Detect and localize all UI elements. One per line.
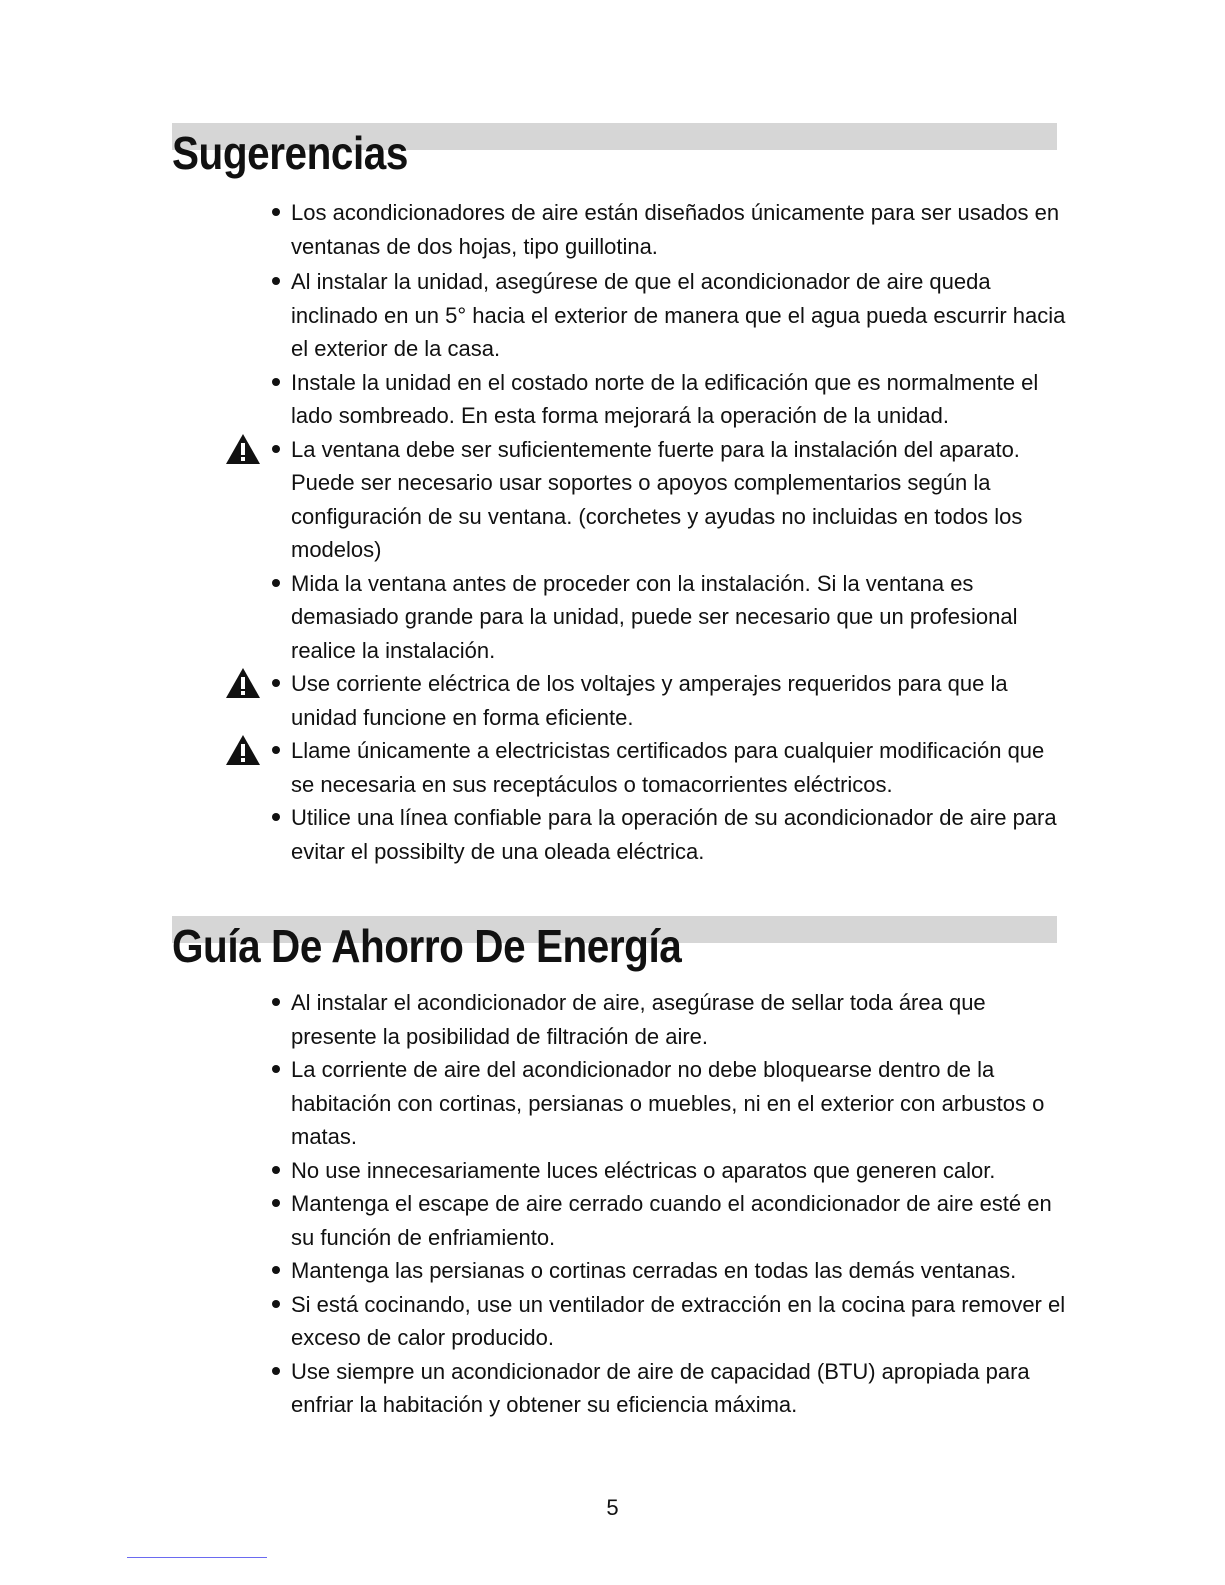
- list-item-text: Al instalar la unidad, asegúrese de que el acondicionador de aire queda inclinado en un 5° hacia el exterior de manera que el agua pueda escurrir hacia el exterior de la casa.: [291, 269, 1066, 361]
- list-item-text: No use innecesariamente luces eléctricas o aparatos que generen calor.: [291, 1157, 996, 1183]
- bullet-icon: [272, 579, 280, 587]
- bullet-icon: [272, 746, 280, 754]
- warning-icon: [225, 667, 261, 699]
- footer-rule: [127, 1557, 267, 1558]
- energia-list: [272, 986, 1072, 1422]
- list-item: [272, 734, 1072, 801]
- bullet-icon: [272, 1266, 280, 1274]
- list-item: [272, 1154, 1072, 1188]
- list-item-text: Use corriente eléctrica de los voltajes y amperajes requeridos para que la unidad funcione en forma eficiente.: [291, 671, 1008, 730]
- bullet-icon: [272, 208, 280, 216]
- page-number: 5: [606, 1495, 619, 1520]
- list-item: [272, 433, 1072, 567]
- bullet-icon: [272, 277, 280, 285]
- list-item-text: La ventana debe ser suficientemente fuerte para la instalación del aparato. Puede ser necesario usar soportes o apoyos complementarios según la configuración de su ventana. (corchetes y ayudas no incluidas en todos los modelos): [291, 436, 1023, 562]
- list-item: [272, 1355, 1072, 1422]
- bullet-icon: [272, 679, 280, 687]
- list-item-text: Llame únicamente a electricistas certificados para cualquier modificación que se necesaria en sus receptáculos o tomacorrientes eléctricos.: [291, 738, 1045, 797]
- list-item: [272, 986, 1072, 1053]
- bullet-icon: [272, 1367, 280, 1375]
- warning-icon: [225, 433, 261, 465]
- section-title: Sugerencias: [172, 127, 408, 179]
- list-item: [272, 196, 1072, 263]
- list-item: [272, 801, 1072, 868]
- bullet-icon: [272, 445, 280, 453]
- list-item: [272, 1288, 1072, 1355]
- list-item-text: Utilice una línea confiable para la operación de su acondicionador de aire para evitar el possibilty de una oleada eléctrica.: [291, 805, 1057, 864]
- list-item-text: Use siempre un acondicionador de aire de capacidad (BTU) apropiada para enfriar la habitación y obtener su eficiencia máxima.: [291, 1358, 1030, 1417]
- list-item-text: Mida la ventana antes de proceder con la instalación. Si la ventana es demasiado grande para la unidad, puede ser necesario que un profesional realice la instalación.: [291, 570, 1018, 663]
- bullet-icon: [272, 378, 280, 386]
- bullet-icon: [272, 1065, 280, 1073]
- sugerencias-list: [272, 196, 1072, 868]
- list-item: [272, 1187, 1072, 1254]
- list-item-text: Al instalar el acondicionador de aire, asegúrase de sellar toda área que presente la posibilidad de filtración de aire.: [291, 990, 986, 1049]
- bullet-icon: [272, 813, 280, 821]
- section-title: Guía De Ahorro De Energía: [172, 920, 682, 972]
- list-item-text: Mantenga el escape de aire cerrado cuando el acondicionador de aire esté en su función de enfriamiento.: [291, 1191, 1052, 1250]
- bullet-icon: [272, 1300, 280, 1308]
- list-item: [272, 1254, 1072, 1288]
- list-item-text: Instale la unidad en el costado norte de la edificación que es normalmente el lado sombreado. En esta forma mejorará la operación de la unidad.: [291, 369, 1039, 428]
- list-item: [272, 1053, 1072, 1154]
- list-item-text: La corriente de aire del acondicionador no debe bloquearse dentro de la habitación con cortinas, persianas o muebles, ni en el exterior con arbustos o matas.: [291, 1057, 1045, 1149]
- list-item: [272, 366, 1072, 433]
- list-item: [272, 265, 1072, 366]
- bullet-icon: [272, 1199, 280, 1207]
- list-item-text: Mantenga las persianas o cortinas cerradas en todas las demás ventanas.: [291, 1258, 1017, 1283]
- list-item: [272, 567, 1072, 668]
- list-item-text: Si está cocinando, use un ventilador de extracción en la cocina para remover el exceso de calor producido.: [291, 1291, 1066, 1350]
- bullet-icon: [272, 1166, 280, 1174]
- warning-icon: [225, 734, 261, 766]
- list-item-text: Los acondicionadores de aire están diseñados únicamente para ser usados en ventanas de dos hojas, tipo guillotina.: [291, 200, 1060, 259]
- bullet-icon: [272, 998, 280, 1006]
- list-item: [272, 667, 1072, 734]
